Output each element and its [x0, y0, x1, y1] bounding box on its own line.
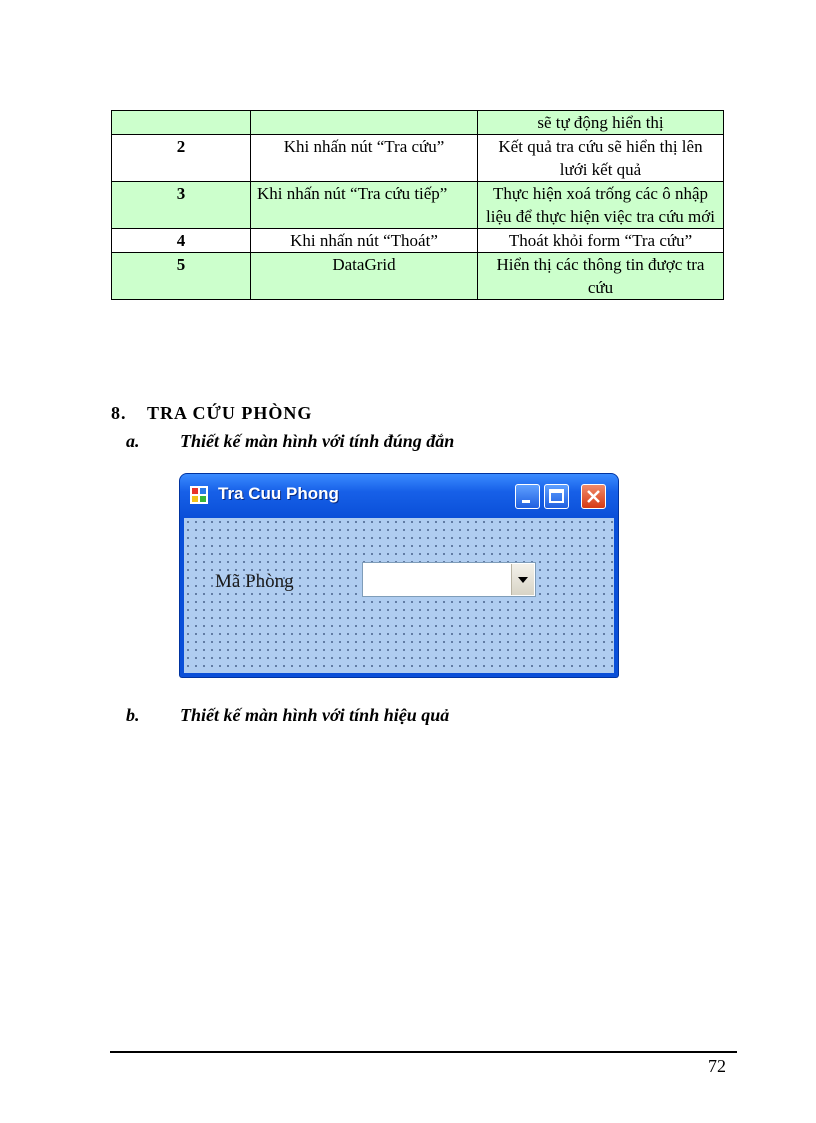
spec-table [111, 110, 724, 300]
subsection-text: Thiết kế màn hình với tính đúng đắn [180, 431, 455, 451]
ma-phong-label: Mã Phòng [215, 571, 294, 592]
minimize-icon [516, 485, 539, 508]
page-number: 72 [708, 1056, 726, 1076]
section-title: TRA CỨU PHÒNG [147, 403, 313, 423]
section-number: 8. [111, 403, 127, 423]
table-row [112, 229, 724, 253]
subsection-label: a. [126, 431, 140, 451]
section-heading [111, 403, 312, 424]
row-event: Khi nhấn nút “Tra cứu” [251, 135, 478, 182]
form-window [180, 474, 618, 677]
row-result: Thực hiện xoá trống các ô nhập liệu để thực hiện việc tra cứu mới [478, 182, 724, 229]
app-icon [190, 486, 208, 504]
window-title: Tra Cuu Phong [218, 484, 339, 503]
row-result: Hiển thị các thông tin được tra cứu [478, 253, 724, 300]
maximize-icon [545, 485, 568, 508]
row-event: Khi nhấn nút “Tra cứu tiếp” [251, 182, 478, 229]
minimize-button[interactable] [515, 484, 540, 509]
subsection-label: b. [126, 705, 140, 725]
row-result: Kết quả tra cứu sẽ hiển thị lên lưới kết quả [478, 135, 724, 182]
row-event [251, 111, 478, 135]
dropdown-button[interactable] [511, 564, 534, 595]
table-row [112, 135, 724, 182]
row-result: sẽ tự động hiển thị [478, 111, 724, 135]
maximize-button[interactable] [544, 484, 569, 509]
table-row [112, 182, 724, 229]
row-number: 3 [112, 182, 251, 229]
close-icon [582, 485, 605, 508]
row-number [112, 111, 251, 135]
subsection-text: Thiết kế màn hình với tính hiệu quả [180, 705, 450, 725]
close-button[interactable] [581, 484, 606, 509]
row-event: DataGrid [251, 253, 478, 300]
title-bar[interactable] [180, 474, 618, 518]
ma-phong-combobox[interactable] [362, 562, 536, 597]
table-row [112, 111, 724, 135]
chevron-down-icon [512, 564, 534, 595]
form-client-area [184, 518, 614, 673]
footer-rule [110, 1051, 737, 1053]
row-number: 5 [112, 253, 251, 300]
row-result: Thoát khỏi form “Tra cứu” [478, 229, 724, 253]
table-row [112, 253, 724, 300]
row-event: Khi nhấn nút “Thoát” [251, 229, 478, 253]
row-number: 2 [112, 135, 251, 182]
row-number: 4 [112, 229, 251, 253]
